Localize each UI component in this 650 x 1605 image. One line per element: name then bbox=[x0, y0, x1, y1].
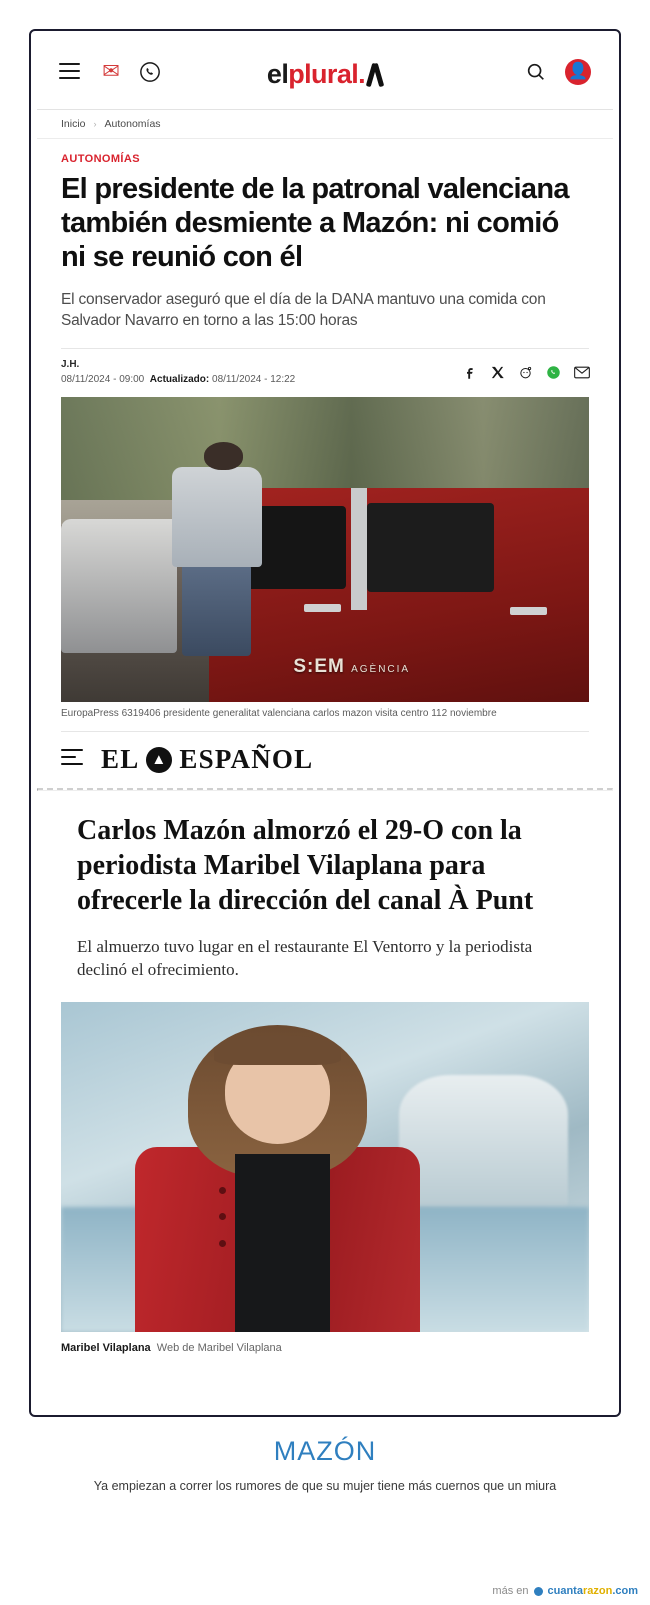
byline-row bbox=[61, 348, 589, 395]
x-twitter-icon[interactable] bbox=[490, 365, 505, 380]
share-bar bbox=[462, 359, 589, 380]
article-elespanol bbox=[37, 791, 613, 983]
photo-overlay-text: S:EM AGÈNCIA bbox=[293, 655, 411, 677]
elespanol-header bbox=[37, 732, 613, 788]
headline-elplural: El presidente de la patronal valenciana también desmiente a Mazón: ni comió ni se reunió con él bbox=[61, 173, 569, 273]
logo-dot: . bbox=[358, 59, 366, 89]
search-icon[interactable] bbox=[525, 61, 547, 83]
headline-elespanol: Carlos Mazón almorzó el 29-O con la periodista Maribel Vilaplana para ofrecerle la dirección del canal À Punt bbox=[77, 814, 534, 917]
footer-site-name: cuantarazon.com bbox=[547, 1585, 638, 1597]
article-elplural bbox=[37, 139, 613, 395]
reddit-icon[interactable] bbox=[518, 365, 533, 380]
mail-icon[interactable]: ✉ bbox=[102, 60, 120, 83]
caption-source: Web de Maribel Vilaplana bbox=[156, 1342, 282, 1355]
article-photo-mazon bbox=[61, 397, 589, 702]
meme-caption-block bbox=[0, 1436, 650, 1493]
breadcrumb-item-inicio[interactable]: Inicio bbox=[61, 118, 86, 130]
footer-attribution[interactable] bbox=[492, 1585, 638, 1597]
photo-caption-elplural: EuropaPress 6319406 presidente generalitat valenciana carlos mazon visita centro 112 noviembre bbox=[61, 708, 589, 732]
article-photo-vilaplana bbox=[61, 1002, 589, 1332]
logo-plural: plural bbox=[288, 59, 359, 89]
updated-label: Actualizado: bbox=[149, 373, 210, 385]
byline bbox=[61, 359, 295, 385]
elespanol-logo[interactable] bbox=[101, 744, 313, 775]
meme-subtitle: Ya empiezan a correr los rumores de que su mujer tiene más cuernos que un miura bbox=[93, 1479, 557, 1493]
email-share-icon[interactable] bbox=[574, 365, 589, 380]
article-card-inner bbox=[37, 37, 613, 1409]
breadcrumb bbox=[37, 110, 613, 139]
logo-el: el bbox=[266, 59, 289, 89]
subheadline-elplural: El conservador aseguró que el día de la DANA mantuvo una comida con Salvador Navarro en torno a las 15:00 horas bbox=[61, 290, 546, 330]
photo-caption-elespanol bbox=[61, 1342, 589, 1368]
published-date: 08/11/2024 - 09:00 bbox=[61, 373, 145, 385]
meme-title: MAZÓN bbox=[273, 1436, 377, 1466]
caption-name: Maribel Vilaplana bbox=[61, 1342, 151, 1355]
breadcrumb-separator: › bbox=[93, 119, 97, 129]
section-kicker[interactable]: AUTONOMÍAS bbox=[61, 153, 140, 165]
subheadline-elespanol: El almuerzo tuvo lugar en el restaurante El Ventorro y la periodista declinó el ofrecimiento. bbox=[77, 937, 533, 980]
article-dates bbox=[61, 374, 295, 385]
breadcrumb-item-autonomias[interactable]: Autonomías bbox=[104, 118, 161, 130]
logo-el: EL bbox=[101, 744, 140, 775]
whatsapp-share-icon[interactable] bbox=[546, 365, 561, 380]
cuantarazon-logo-icon bbox=[534, 1587, 543, 1596]
elespanol-menu-icon[interactable] bbox=[61, 749, 83, 770]
footer-more-text: más en bbox=[492, 1585, 529, 1597]
updated-date: 08/11/2024 - 12:22 bbox=[212, 373, 296, 385]
black-ribbon-icon bbox=[367, 63, 383, 89]
lion-icon: ▲ bbox=[146, 747, 172, 773]
user-icon[interactable]: 👤 bbox=[565, 59, 591, 85]
author-name: J.H. bbox=[61, 358, 80, 370]
article-card bbox=[29, 29, 621, 1417]
facebook-icon[interactable] bbox=[462, 365, 477, 380]
elplural-header bbox=[37, 37, 613, 110]
logo-espanol: ESPAÑOL bbox=[179, 744, 314, 775]
